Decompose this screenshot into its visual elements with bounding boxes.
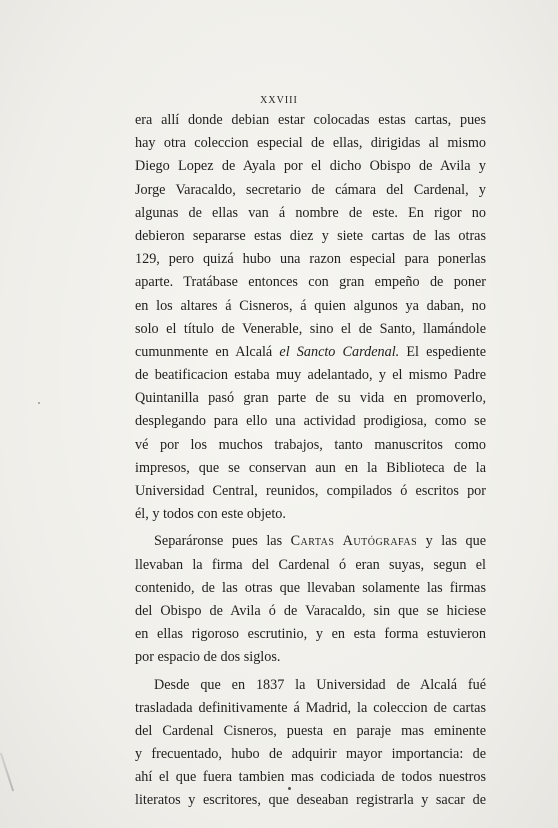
text-line: Quintanilla pasó gran parte de su vida en promoverlo, bbox=[135, 390, 486, 407]
text-line: impresos, que se conservan aun en la Biblioteca de la bbox=[135, 459, 486, 476]
text-line: del Cardenal Cisneros, puesta en paraje mas eminente bbox=[135, 722, 486, 739]
text-line: desplegando para ello una actividad prodigiosa, como se bbox=[135, 413, 486, 430]
text-line: llevaban la firma del Cardenal ó eran suyas, segun el bbox=[135, 556, 486, 573]
body-text bbox=[135, 109, 486, 813]
text-run: Separáronse pues las bbox=[154, 533, 291, 550]
text-line: Universidad Central, reunidos, compilados ó escritos por bbox=[135, 483, 486, 499]
text-line: él, y todos con este objeto. bbox=[135, 506, 286, 523]
text-line: hay otra coleccion especial de ellas, dirigidas al mismo bbox=[135, 135, 486, 152]
text-line: Desde que en 1837 la Universidad de Alcalá fué bbox=[154, 676, 486, 693]
paper-speck bbox=[38, 402, 40, 404]
text-line: y frecuentado, hubo de adquirir mayor importancia: de bbox=[135, 746, 486, 763]
text-line: del Obispo de Avila ó de Varacaldo, sin que se hiciese bbox=[135, 602, 486, 619]
text-line: vé por los muchos trabajos, tanto manuscritos como bbox=[135, 436, 486, 453]
text-line: solo el título de Venerable, sino el de Santo, llamándole bbox=[135, 320, 486, 337]
text-line: de beatificacion estaba muy adelantado, y el mismo Padre bbox=[135, 367, 486, 384]
text-line: en ellas rigoroso escrutinio, y en esta forma estuvieron bbox=[135, 626, 486, 643]
text-line: era allí donde debian estar colocadas estas cartas, pues bbox=[135, 112, 486, 128]
text-run: y las que bbox=[417, 533, 486, 550]
text-line: en los altares á Cisneros, á quien algunos ya daban, no bbox=[135, 297, 486, 314]
italic-phrase: el Sancto Cardenal. bbox=[279, 343, 400, 360]
text-line: ahí el que fuera tambien mas codiciada de todos nuestros bbox=[135, 769, 486, 786]
text-line: 129, pero quizá hubo una razon especial para ponerlas bbox=[135, 251, 486, 268]
text-line bbox=[135, 530, 486, 553]
text-run: cumunmente en Alcalá bbox=[135, 343, 280, 360]
text-line: aparte. Tratábase entonces con gran empeño de poner bbox=[135, 274, 486, 291]
paragraph-1 bbox=[135, 109, 486, 526]
text-line bbox=[135, 341, 486, 364]
text-line: por espacio de dos siglos. bbox=[135, 649, 281, 666]
small-caps-phrase: Cartas Autógrafas bbox=[290, 533, 418, 550]
text-line: algunas de ellas van á nombre de este. En rigor no bbox=[135, 204, 486, 221]
text-line: Jorge Varacaldo, secretario de cámara del Cardenal, y bbox=[135, 181, 486, 198]
paragraph-2 bbox=[135, 530, 486, 669]
text-line: contenido, de las otras que llevaban solamente las firmas bbox=[135, 579, 486, 596]
paragraph-3 bbox=[135, 674, 486, 813]
paper-speck bbox=[288, 787, 291, 790]
margin-mark bbox=[0, 753, 14, 792]
text-run: El espediente bbox=[399, 343, 486, 360]
text-line: trasladada definitivamente á Madrid, la coleccion de cartas bbox=[135, 699, 486, 716]
text-line: literatos y escritores, que deseaban registrarla y sacar de bbox=[135, 792, 486, 809]
page-number: XXVIII bbox=[260, 95, 298, 106]
text-line: debieron separarse estas diez y siete cartas de las otras bbox=[135, 227, 486, 244]
text-line: Diego Lopez de Ayala por el dicho Obispo de Avila y bbox=[135, 158, 486, 175]
